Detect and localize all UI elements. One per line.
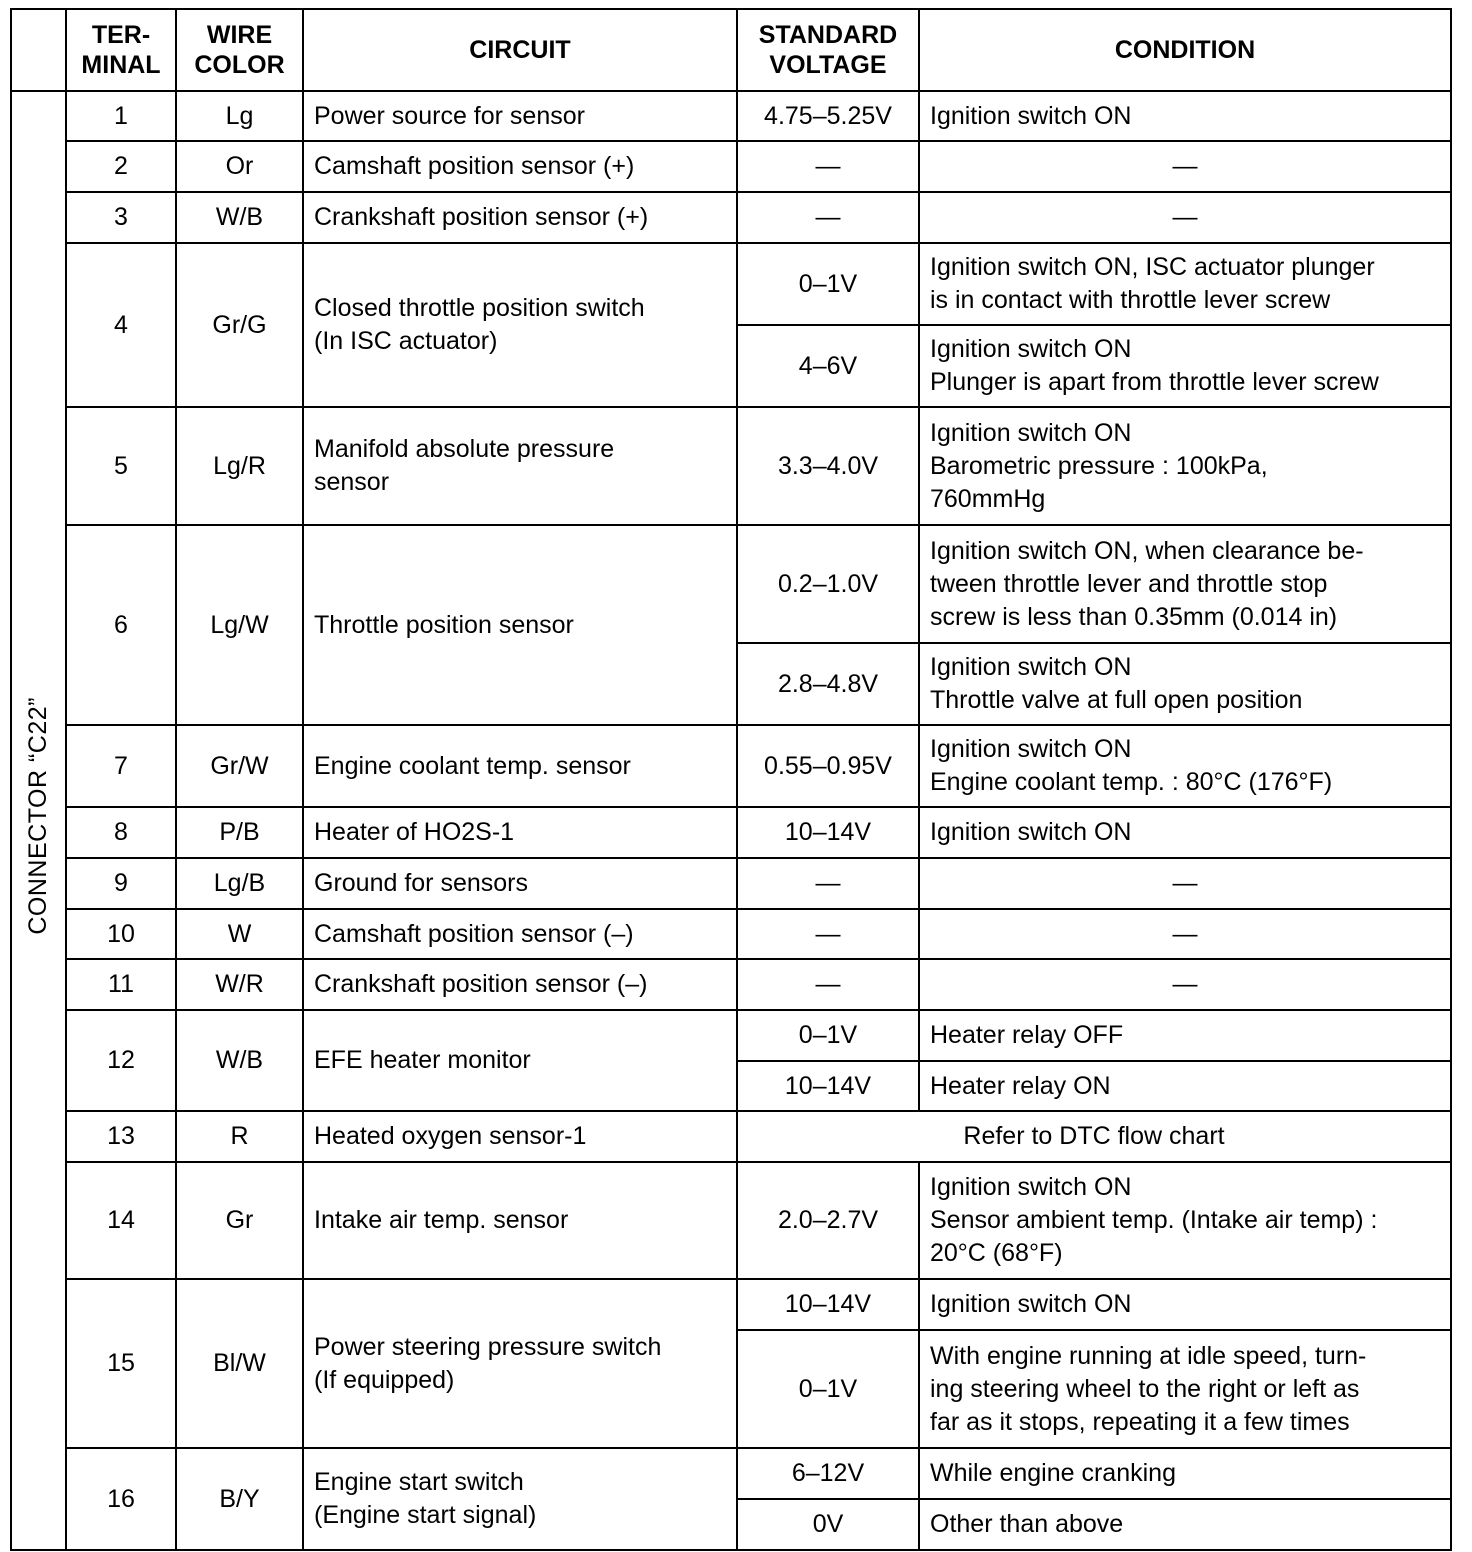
wire-color: Lg/W xyxy=(176,525,303,725)
table-row xyxy=(11,243,1451,325)
text-line: Heated oxygen sensor-1 xyxy=(314,1122,587,1150)
text-line: Ignition switch ON xyxy=(930,1173,1132,1201)
standard-voltage: — xyxy=(737,959,919,1010)
circuit-name xyxy=(303,858,737,909)
wire-color: P/B xyxy=(176,807,303,858)
text-line: Ignition switch ON xyxy=(930,335,1132,363)
condition xyxy=(919,192,1451,243)
header-standard-voltage: STANDARD VOLTAGE xyxy=(737,9,919,91)
circuit-name xyxy=(303,91,737,141)
circuit-name xyxy=(303,959,737,1010)
condition xyxy=(919,909,1451,959)
condition xyxy=(919,141,1451,192)
circuit-name xyxy=(303,1010,737,1111)
table-body xyxy=(11,91,1451,1550)
text-line: (In ISC actuator) xyxy=(314,327,498,355)
terminal-number: 11 xyxy=(66,959,176,1010)
text-line: — xyxy=(1172,970,1198,998)
text-line: is in contact with throttle lever screw xyxy=(930,286,1331,314)
wire-color: B/Y xyxy=(176,1448,303,1550)
condition xyxy=(919,1061,1451,1111)
circuit-name xyxy=(303,407,737,525)
text-line: ing steering wheel to the right or left as xyxy=(930,1374,1360,1403)
standard-voltage: 4–6V xyxy=(737,325,919,407)
circuit-name xyxy=(303,525,737,725)
table-row xyxy=(11,909,1451,959)
standard-voltage: 0–1V xyxy=(737,243,919,325)
terminal-number: 5 xyxy=(66,407,176,525)
header-circuit: CIRCUIT xyxy=(303,9,737,91)
table-row xyxy=(11,91,1451,141)
terminal-number: 16 xyxy=(66,1448,176,1550)
text-line: Ignition switch ON, ISC actuator plunger xyxy=(930,253,1375,281)
standard-voltage: — xyxy=(737,192,919,243)
table-row xyxy=(11,858,1451,909)
table-row xyxy=(11,1279,1451,1330)
condition xyxy=(919,1330,1451,1448)
text-line: Sensor ambient temp. (Intake air temp) : xyxy=(930,1206,1378,1234)
condition xyxy=(919,325,1451,407)
terminal-number: 1 xyxy=(66,91,176,141)
text-line: 20°C (68°F) xyxy=(930,1239,1063,1267)
wire-color: Gr/W xyxy=(176,725,303,807)
table-row xyxy=(11,959,1451,1010)
text-line: Ignition switch ON, when clearance be- xyxy=(930,536,1364,565)
text-line: Camshaft position sensor (+) xyxy=(314,152,635,180)
condition xyxy=(919,959,1451,1010)
circuit-name xyxy=(303,1111,737,1162)
standard-voltage: 10–14V xyxy=(737,1061,919,1111)
standard-voltage: 0–1V xyxy=(737,1010,919,1061)
text-line: Plunger is apart from throttle lever screw xyxy=(930,368,1379,396)
wire-color: W xyxy=(176,909,303,959)
header-condition: CONDITION xyxy=(919,9,1451,91)
wire-color: Bl/W xyxy=(176,1279,303,1448)
terminal-number: 10 xyxy=(66,909,176,959)
text-line: Engine start switch xyxy=(314,1468,524,1496)
standard-voltage: 6–12V xyxy=(737,1448,919,1499)
wire-color: Lg xyxy=(176,91,303,141)
circuit-name xyxy=(303,807,737,858)
text-line: Ignition switch ON xyxy=(930,101,1132,130)
circuit-name xyxy=(303,243,737,407)
standard-voltage: 2.8–4.8V xyxy=(737,643,919,725)
text-line: Ignition switch ON xyxy=(930,418,1132,447)
table-row xyxy=(11,1162,1451,1279)
condition xyxy=(919,525,1451,643)
text-line: Crankshaft position sensor (+) xyxy=(314,203,649,231)
table-row xyxy=(11,525,1451,643)
terminal-number: 4 xyxy=(66,243,176,407)
wire-color: Gr xyxy=(176,1162,303,1279)
terminal-number: 15 xyxy=(66,1279,176,1448)
table-row xyxy=(11,1448,1451,1499)
condition xyxy=(919,1448,1451,1499)
text-line: With engine running at idle speed, turn- xyxy=(930,1341,1367,1370)
text-line: sensor xyxy=(314,468,390,496)
standard-voltage: — xyxy=(737,858,919,909)
circuit-name xyxy=(303,1279,737,1448)
circuit-name xyxy=(303,725,737,807)
terminal-spec-table xyxy=(10,8,1452,1551)
header-terminal: TER- MINAL xyxy=(66,9,176,91)
terminal-number: 13 xyxy=(66,1111,176,1162)
text-line: While engine cranking xyxy=(930,1459,1176,1487)
text-line: — xyxy=(1172,869,1198,897)
text-line: (If equipped) xyxy=(314,1365,455,1394)
text-line: Barometric pressure : 100kPa, xyxy=(930,451,1268,480)
condition xyxy=(919,1499,1451,1550)
text-line: Power steering pressure switch xyxy=(314,1332,662,1361)
condition xyxy=(919,91,1451,141)
circuit-name xyxy=(303,1448,737,1550)
header-row xyxy=(11,9,1451,91)
text-line: EFE heater monitor xyxy=(314,1046,531,1074)
text-line: Throttle valve at full open position xyxy=(930,686,1303,714)
text-line: Crankshaft position sensor (–) xyxy=(314,970,648,998)
terminal-number: 7 xyxy=(66,725,176,807)
text-line: — xyxy=(1172,203,1198,231)
text-line: Heater relay OFF xyxy=(930,1021,1124,1049)
text-line: Ignition switch ON xyxy=(930,1290,1132,1318)
table-row xyxy=(11,192,1451,243)
wire-color: W/B xyxy=(176,192,303,243)
standard-voltage: 2.0–2.7V xyxy=(737,1162,919,1279)
text-line: Engine coolant temp. : 80°C (176°F) xyxy=(930,768,1333,796)
standard-voltage: 4.75–5.25V xyxy=(737,91,919,141)
standard-voltage: 3.3–4.0V xyxy=(737,407,919,525)
circuit-name xyxy=(303,192,737,243)
condition xyxy=(919,1279,1451,1330)
text-line: Closed throttle position switch xyxy=(314,294,645,322)
condition xyxy=(919,807,1451,858)
text-line: — xyxy=(1172,919,1198,948)
table-row xyxy=(11,1010,1451,1061)
text-line: Ignition switch ON xyxy=(930,653,1132,681)
wire-color: Gr/G xyxy=(176,243,303,407)
terminal-number: 14 xyxy=(66,1162,176,1279)
text-line: tween throttle lever and throttle stop xyxy=(930,569,1328,598)
table-row xyxy=(11,1111,1451,1162)
condition xyxy=(919,1010,1451,1061)
terminal-number: 9 xyxy=(66,858,176,909)
wire-color: Lg/R xyxy=(176,407,303,525)
table-row xyxy=(11,807,1451,858)
standard-voltage: 10–14V xyxy=(737,807,919,858)
standard-voltage: 0.2–1.0V xyxy=(737,525,919,643)
standard-voltage: — xyxy=(737,141,919,192)
text-line: screw is less than 0.35mm (0.014 in) xyxy=(930,602,1338,631)
table-row xyxy=(11,407,1451,525)
standard-voltage: — xyxy=(737,909,919,959)
condition xyxy=(919,243,1451,325)
wire-color: Lg/B xyxy=(176,858,303,909)
wire-color: R xyxy=(176,1111,303,1162)
terminal-number: 12 xyxy=(66,1010,176,1111)
header-corner xyxy=(11,9,66,91)
standard-voltage: 0–1V xyxy=(737,1330,919,1448)
text-line: Camshaft position sensor (–) xyxy=(314,919,634,948)
circuit-name xyxy=(303,1162,737,1279)
text-line: Ground for sensors xyxy=(314,869,528,897)
text-line: Engine coolant temp. sensor xyxy=(314,751,631,780)
condition xyxy=(919,1162,1451,1279)
text-line: Other than above xyxy=(930,1510,1124,1538)
terminal-number: 2 xyxy=(66,141,176,192)
condition xyxy=(919,407,1451,525)
condition xyxy=(919,643,1451,725)
text-line: Throttle position sensor xyxy=(314,610,574,639)
wire-color: W/R xyxy=(176,959,303,1010)
standard-voltage: 0.55–0.95V xyxy=(737,725,919,807)
text-line: Heater relay ON xyxy=(930,1071,1111,1100)
wire-color: Or xyxy=(176,141,303,192)
text-line: — xyxy=(1172,152,1198,180)
connector-cell xyxy=(11,91,66,1550)
text-line: 760mmHg xyxy=(930,484,1046,513)
terminal-number: 3 xyxy=(66,192,176,243)
terminal-number: 6 xyxy=(66,525,176,725)
table-row xyxy=(11,725,1451,807)
condition xyxy=(919,725,1451,807)
text-line: Intake air temp. sensor xyxy=(314,1206,569,1234)
text-line: Power source for sensor xyxy=(314,101,585,130)
table-row xyxy=(11,141,1451,192)
standard-voltage: 10–14V xyxy=(737,1279,919,1330)
text-line: (Engine start signal) xyxy=(314,1501,537,1529)
condition xyxy=(919,858,1451,909)
header-wire-color: WIRE COLOR xyxy=(176,9,303,91)
text-line: Heater of HO2S-1 xyxy=(314,818,515,846)
text-line: Manifold absolute pressure xyxy=(314,435,615,463)
standard-voltage: 0V xyxy=(737,1499,919,1550)
condition-merged: Refer to DTC flow chart xyxy=(737,1111,1451,1162)
connector-label: CONNECTOR “C22” xyxy=(24,697,52,935)
circuit-name xyxy=(303,141,737,192)
circuit-name xyxy=(303,909,737,959)
text-line: Ignition switch ON xyxy=(930,818,1132,846)
text-line: far as it stops, repeating it a few times xyxy=(930,1407,1350,1436)
terminal-number: 8 xyxy=(66,807,176,858)
text-line: Ignition switch ON xyxy=(930,735,1132,763)
wire-color: W/B xyxy=(176,1010,303,1111)
